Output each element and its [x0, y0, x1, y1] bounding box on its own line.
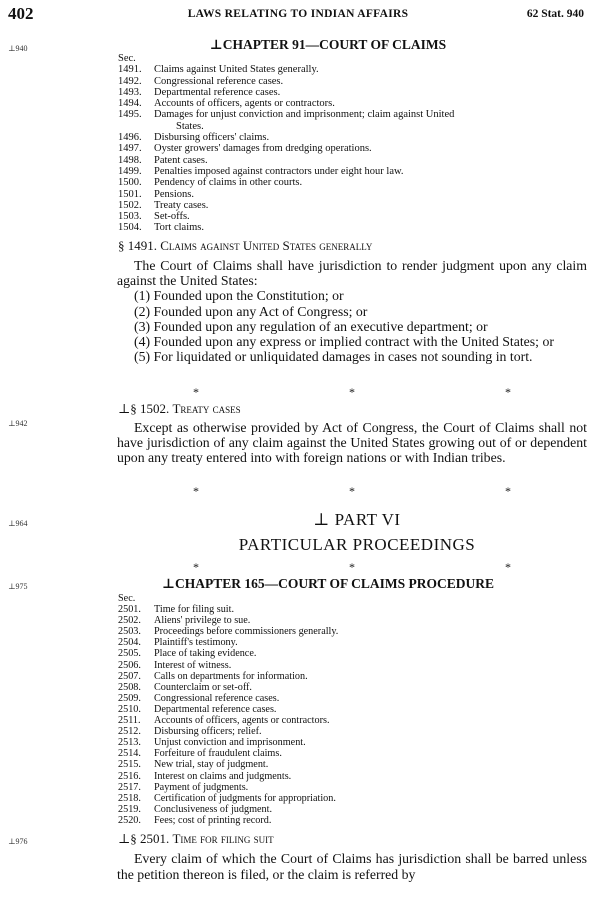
section-list-number: 1499.	[118, 165, 142, 177]
section-list-item	[118, 177, 454, 188]
section-list-number: 1494.	[118, 98, 142, 110]
section-list-number: 1498.	[118, 154, 142, 166]
section-list-item	[118, 704, 338, 715]
section-list-item	[118, 98, 454, 109]
section-list-text: Unjust conviction and imprisonment.	[154, 737, 306, 749]
part-title: ⊥ PART VI	[313, 510, 401, 529]
section-list-item	[118, 143, 454, 154]
section-list-text: Counterclaim or set-off.	[154, 681, 252, 693]
section-list-item	[118, 804, 338, 815]
section-list-number: 2519.	[118, 803, 141, 815]
section-list-item	[118, 637, 338, 648]
statute-reference: 62 Stat. 940	[526, 8, 584, 20]
section-list-item	[118, 109, 454, 120]
section-list-text: Calls on departments for information.	[154, 670, 308, 682]
section-1491-body	[117, 258, 587, 364]
section-list-number: 2507.	[118, 670, 141, 682]
section-list-number: 1503.	[118, 211, 142, 223]
section-list-text: Conclusiveness of judgment.	[154, 803, 272, 815]
section-list-number: 2509.	[118, 692, 141, 704]
star: *	[349, 560, 355, 574]
section-title: Claims against United States generally	[160, 238, 373, 253]
section-number: ⊥§ 2501.	[118, 831, 173, 846]
section-list-number: 1492.	[118, 75, 142, 87]
section-list-number: 2516.	[118, 770, 141, 782]
section-list-number: 2504.	[118, 637, 141, 649]
section-list-item	[118, 748, 338, 759]
section-list-number: 2518.	[118, 792, 141, 804]
page-number: 402	[8, 4, 34, 23]
section-list-number: 2505.	[118, 648, 141, 660]
star: *	[505, 484, 511, 498]
section-list-text: New trial, stay of judgment.	[154, 759, 269, 771]
star: *	[193, 560, 199, 574]
section-title: Treaty cases	[172, 401, 241, 416]
section-list-text: Penalties imposed against contractors under eight hour law.	[154, 165, 404, 177]
list-item: (5) For liquidated or unliquidated damages in cases not sounding in tort.	[134, 349, 533, 365]
section-list-number: 2506.	[118, 659, 141, 671]
section-list-number: 1504.	[118, 222, 142, 234]
margin-note: ⊥975	[8, 582, 28, 591]
section-list-text: Congressional reference cases.	[154, 75, 284, 87]
section-list-item	[118, 671, 338, 682]
sec-label: Sec.	[118, 593, 136, 604]
section-list-item	[118, 211, 454, 222]
list-item: (1) Founded upon the Constitution; or	[134, 288, 344, 304]
section-list-text: Pendency of claims in other courts.	[154, 177, 303, 189]
section-list-item	[118, 87, 454, 98]
section-list-text: Plaintiff's testimony.	[154, 637, 238, 649]
star: *	[505, 560, 511, 574]
section-list-text: Departmental reference cases.	[154, 703, 277, 715]
ellipsis-stars	[118, 484, 586, 499]
ellipsis-stars	[118, 385, 586, 400]
section-list-continuation: States.	[176, 120, 204, 132]
section-list-number: 1501.	[118, 188, 142, 200]
section-list-text: Disbursing officers' claims.	[154, 132, 270, 144]
section-list-item	[118, 737, 338, 748]
section-list-item	[118, 189, 454, 200]
section-2501-heading	[118, 831, 274, 847]
section-list-number: 1500.	[118, 177, 142, 189]
section-list-text: Place of taking evidence.	[154, 648, 257, 660]
section-list-number: 2501.	[118, 604, 141, 616]
section-list-number: 1491.	[118, 64, 142, 76]
chapter-165-title: ⊥CHAPTER 165—COURT OF CLAIMS PROCEDURE	[161, 576, 494, 591]
section-paragraph: The Court of Claims shall have jurisdiction to render judgment upon any claim against the United States:	[117, 258, 587, 289]
section-list-text: Oyster growers' damages from dredging operations.	[154, 143, 372, 155]
section-list-text: Congressional reference cases.	[154, 692, 280, 704]
section-list-text: Aliens' privilege to sue.	[154, 615, 251, 627]
section-2501-body	[117, 851, 587, 883]
section-list-item	[118, 648, 338, 659]
section-list-item	[118, 166, 454, 177]
list-item: (4) Founded upon any express or implied contract with the United States; or	[134, 334, 554, 350]
section-list-text: Interest of witness.	[154, 659, 232, 671]
section-list-text: Payment of judgments.	[154, 781, 249, 793]
section-list-number: 2502.	[118, 615, 141, 627]
section-list-text: Accounts of officers, agents or contractors.	[154, 98, 335, 110]
section-list-item	[118, 626, 338, 637]
section-list-text: Interest on claims and judgments.	[154, 770, 292, 782]
section-list-text: Disbursing officers; relief.	[154, 726, 262, 738]
section-list-number: 2520.	[118, 814, 141, 826]
star: *	[505, 385, 511, 399]
section-list-text: Time for filing suit.	[154, 604, 234, 616]
section-list-number: 2514.	[118, 748, 141, 760]
section-list-text: Forfeiture of fraudulent claims.	[154, 748, 282, 760]
section-list-item	[118, 222, 454, 233]
star: *	[349, 385, 355, 399]
section-list-text: Damages for unjust conviction and imprisonment; claim against United	[154, 109, 455, 121]
section-list-number: 2512.	[118, 726, 141, 738]
list-item: (2) Founded upon any Act of Congress; or	[134, 303, 368, 319]
chapter-165-section-list	[118, 593, 338, 826]
section-list-item	[118, 132, 454, 143]
section-rows	[118, 64, 454, 233]
section-list-item	[118, 726, 338, 737]
section-list-item	[118, 200, 454, 211]
list-item: (3) Founded upon any regulation of an executive department; or	[134, 318, 488, 334]
sec-label: Sec.	[118, 53, 136, 64]
section-list-item	[118, 155, 454, 166]
section-title: Time for filing suit	[172, 831, 274, 846]
section-number: ⊥§ 1502.	[118, 401, 173, 416]
section-list-text: Patent cases.	[154, 154, 208, 166]
section-list-item	[118, 64, 454, 75]
section-list-item	[118, 771, 338, 782]
section-list-item	[118, 793, 338, 804]
section-list-item	[118, 682, 338, 693]
section-list-number: 1497.	[118, 143, 142, 155]
section-1491-heading	[118, 238, 372, 254]
section-list-number: 1495.	[118, 109, 142, 121]
section-list-item	[118, 715, 338, 726]
section-list-text: Pensions.	[154, 188, 194, 200]
section-list-item	[118, 782, 338, 793]
section-list-text: Set-offs.	[154, 211, 190, 223]
section-list-number: 2513.	[118, 737, 141, 749]
section-paragraph: Every claim of which the Court of Claims has jurisdiction shall be barred unless the petition thereon is filed, or the claim is referred by	[117, 851, 587, 882]
margin-note: ⊥942	[8, 419, 28, 428]
section-1502-heading	[118, 401, 241, 417]
part-subtitle: PARTICULAR PROCEEDINGS	[238, 535, 476, 554]
section-list-number: 1493.	[118, 86, 142, 98]
section-list-text: Departmental reference cases.	[154, 86, 281, 98]
star: *	[349, 484, 355, 498]
star: *	[193, 484, 199, 498]
chapter-91-section-list	[118, 53, 454, 234]
section-list-text: Claims against United States generally.	[154, 64, 319, 76]
section-list-number: 1502.	[118, 199, 142, 211]
section-list-item	[118, 759, 338, 770]
section-list-text: Tort claims.	[154, 222, 205, 234]
margin-note: ⊥964	[8, 519, 28, 528]
section-list-item	[118, 693, 338, 704]
section-list-number: 2515.	[118, 759, 141, 771]
chapter-91-title: ⊥CHAPTER 91—COURT OF CLAIMS	[209, 37, 447, 52]
section-list-text: Accounts of officers, agents or contractors.	[154, 715, 330, 727]
margin-note: ⊥976	[8, 837, 28, 846]
ellipsis-stars	[118, 560, 586, 575]
section-list-number: 2511.	[118, 715, 141, 727]
section-list-item	[118, 660, 338, 671]
section-list-text: Treaty cases.	[154, 199, 209, 211]
section-rows	[118, 604, 338, 826]
section-list-item	[118, 604, 338, 615]
section-list-number: 2510.	[118, 703, 141, 715]
section-list-text: Certification of judgments for appropriation.	[154, 792, 336, 804]
running-head: LAWS RELATING TO INDIAN AFFAIRS	[187, 8, 409, 20]
section-number: § 1491.	[118, 238, 161, 253]
section-list-text: Fees; cost of printing record.	[154, 814, 272, 826]
section-list-item	[118, 76, 454, 87]
star: *	[193, 385, 199, 399]
section-list-number: 1496.	[118, 132, 142, 144]
section-list-number: 2503.	[118, 626, 141, 638]
section-list-item	[118, 615, 338, 626]
section-list-text: Proceedings before commissioners generally.	[154, 626, 339, 638]
section-1502-body	[117, 420, 587, 466]
section-paragraph: Except as otherwise provided by Act of Congress, the Court of Claims shall not have jurisdiction of any claim against the United States growing out of or dependent upon any treaty entered into with foreign nations or with Indian tribes.	[117, 420, 587, 466]
section-list-number: 2508.	[118, 681, 141, 693]
margin-note: ⊥940	[8, 44, 28, 53]
section-list-item	[118, 815, 338, 826]
section-list-number: 2517.	[118, 781, 141, 793]
